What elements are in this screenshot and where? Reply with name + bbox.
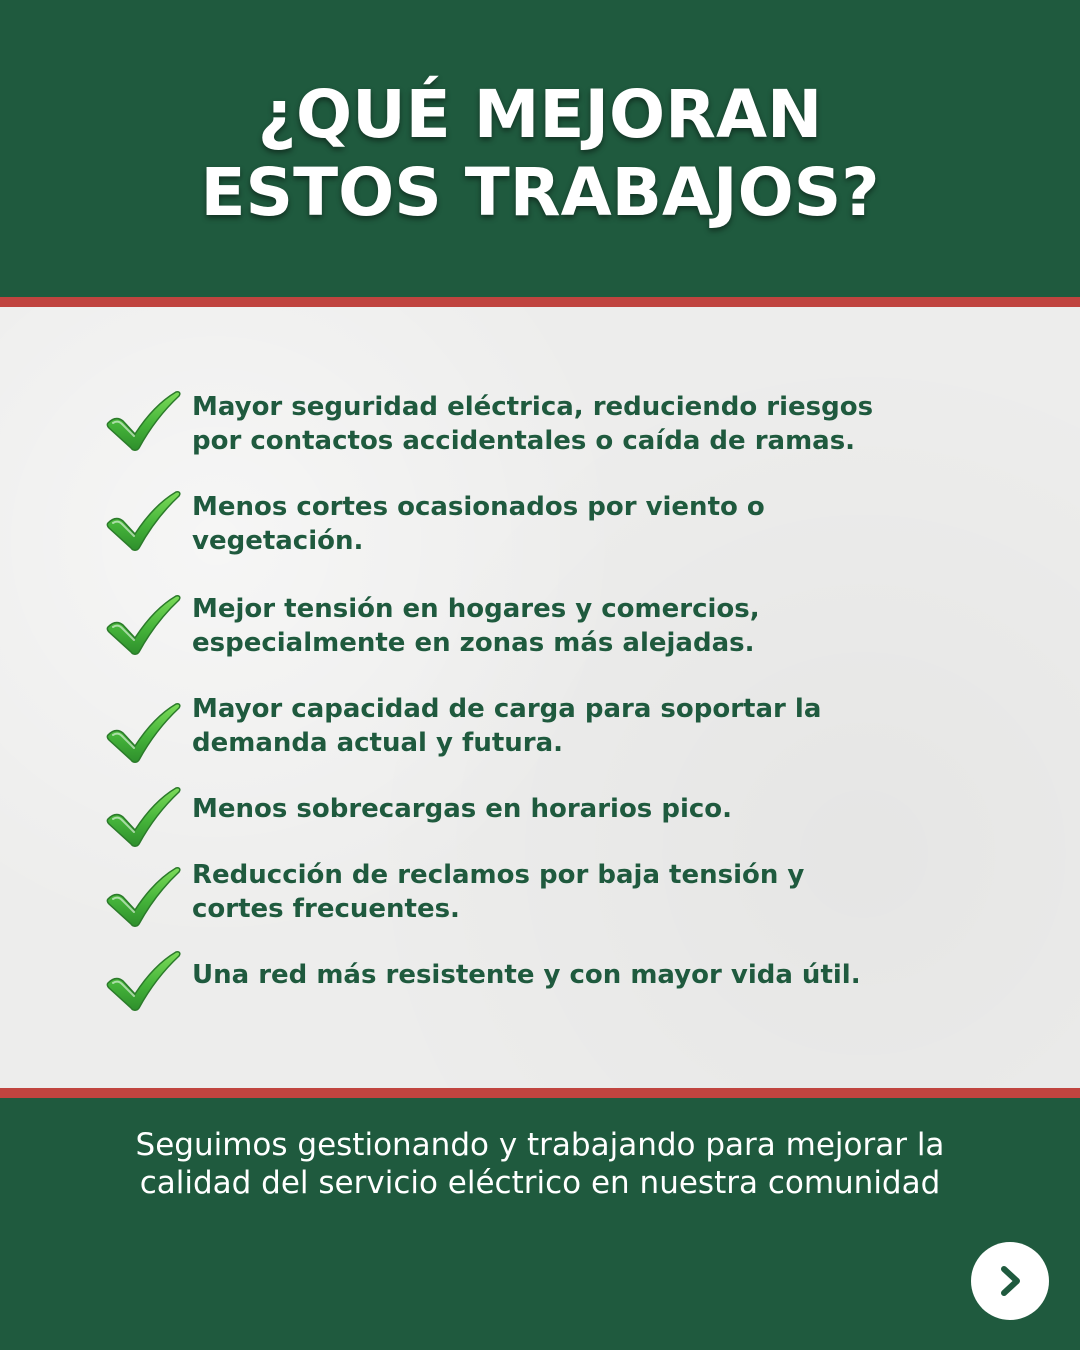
benefit-line: por contactos accidentales o caída de ramas. xyxy=(192,426,856,456)
benefit-text xyxy=(192,692,952,760)
footer-line-2: calidad del servicio eléctrico en nuestra comunidad xyxy=(139,1165,941,1201)
top-divider xyxy=(0,297,1080,307)
benefit-line: Menos cortes ocasionados por viento o xyxy=(192,492,765,522)
check-mark-icon xyxy=(104,702,182,764)
benefit-line: Menos sobrecargas en horarios pico. xyxy=(192,794,733,824)
benefit-line: vegetación. xyxy=(192,526,364,556)
benefit-line: demanda actual y futura. xyxy=(192,728,564,758)
benefit-line: Mayor capacidad de carga para soportar la xyxy=(192,694,822,724)
next-slide-button[interactable] xyxy=(971,1242,1049,1320)
title-line-1: ¿QUÉ MEJORAN xyxy=(257,75,823,153)
benefit-text xyxy=(192,592,952,660)
check-mark-icon xyxy=(104,866,182,928)
check-mark-icon xyxy=(104,390,182,452)
benefit-text xyxy=(192,858,952,926)
title-line-2: ESTOS TRABAJOS? xyxy=(200,153,880,231)
benefit-text xyxy=(192,958,952,992)
benefit-line: Una red más resistente y con mayor vida útil. xyxy=(192,960,861,990)
benefit-line: Reducción de reclamos por baja tensión y xyxy=(192,860,805,890)
header-banner xyxy=(0,0,1080,297)
benefit-text xyxy=(192,390,952,458)
benefit-text xyxy=(192,792,952,826)
footer-message xyxy=(0,1126,1080,1202)
benefit-line: Mejor tensión en hogares y comercios, xyxy=(192,594,760,624)
chevron-right-icon xyxy=(990,1261,1030,1301)
check-mark-icon xyxy=(104,786,182,848)
check-mark-icon xyxy=(104,490,182,552)
bottom-divider xyxy=(0,1088,1080,1098)
footer-line-1: Seguimos gestionando y trabajando para mejorar la xyxy=(135,1127,945,1163)
page-title xyxy=(200,76,879,232)
benefit-text xyxy=(192,490,952,558)
check-mark-icon xyxy=(104,950,182,1012)
check-mark-icon xyxy=(104,594,182,656)
benefit-line: especialmente en zonas más alejadas. xyxy=(192,628,755,658)
benefit-line: Mayor seguridad eléctrica, reduciendo riesgos xyxy=(192,392,874,422)
benefit-line: cortes frecuentes. xyxy=(192,894,460,924)
